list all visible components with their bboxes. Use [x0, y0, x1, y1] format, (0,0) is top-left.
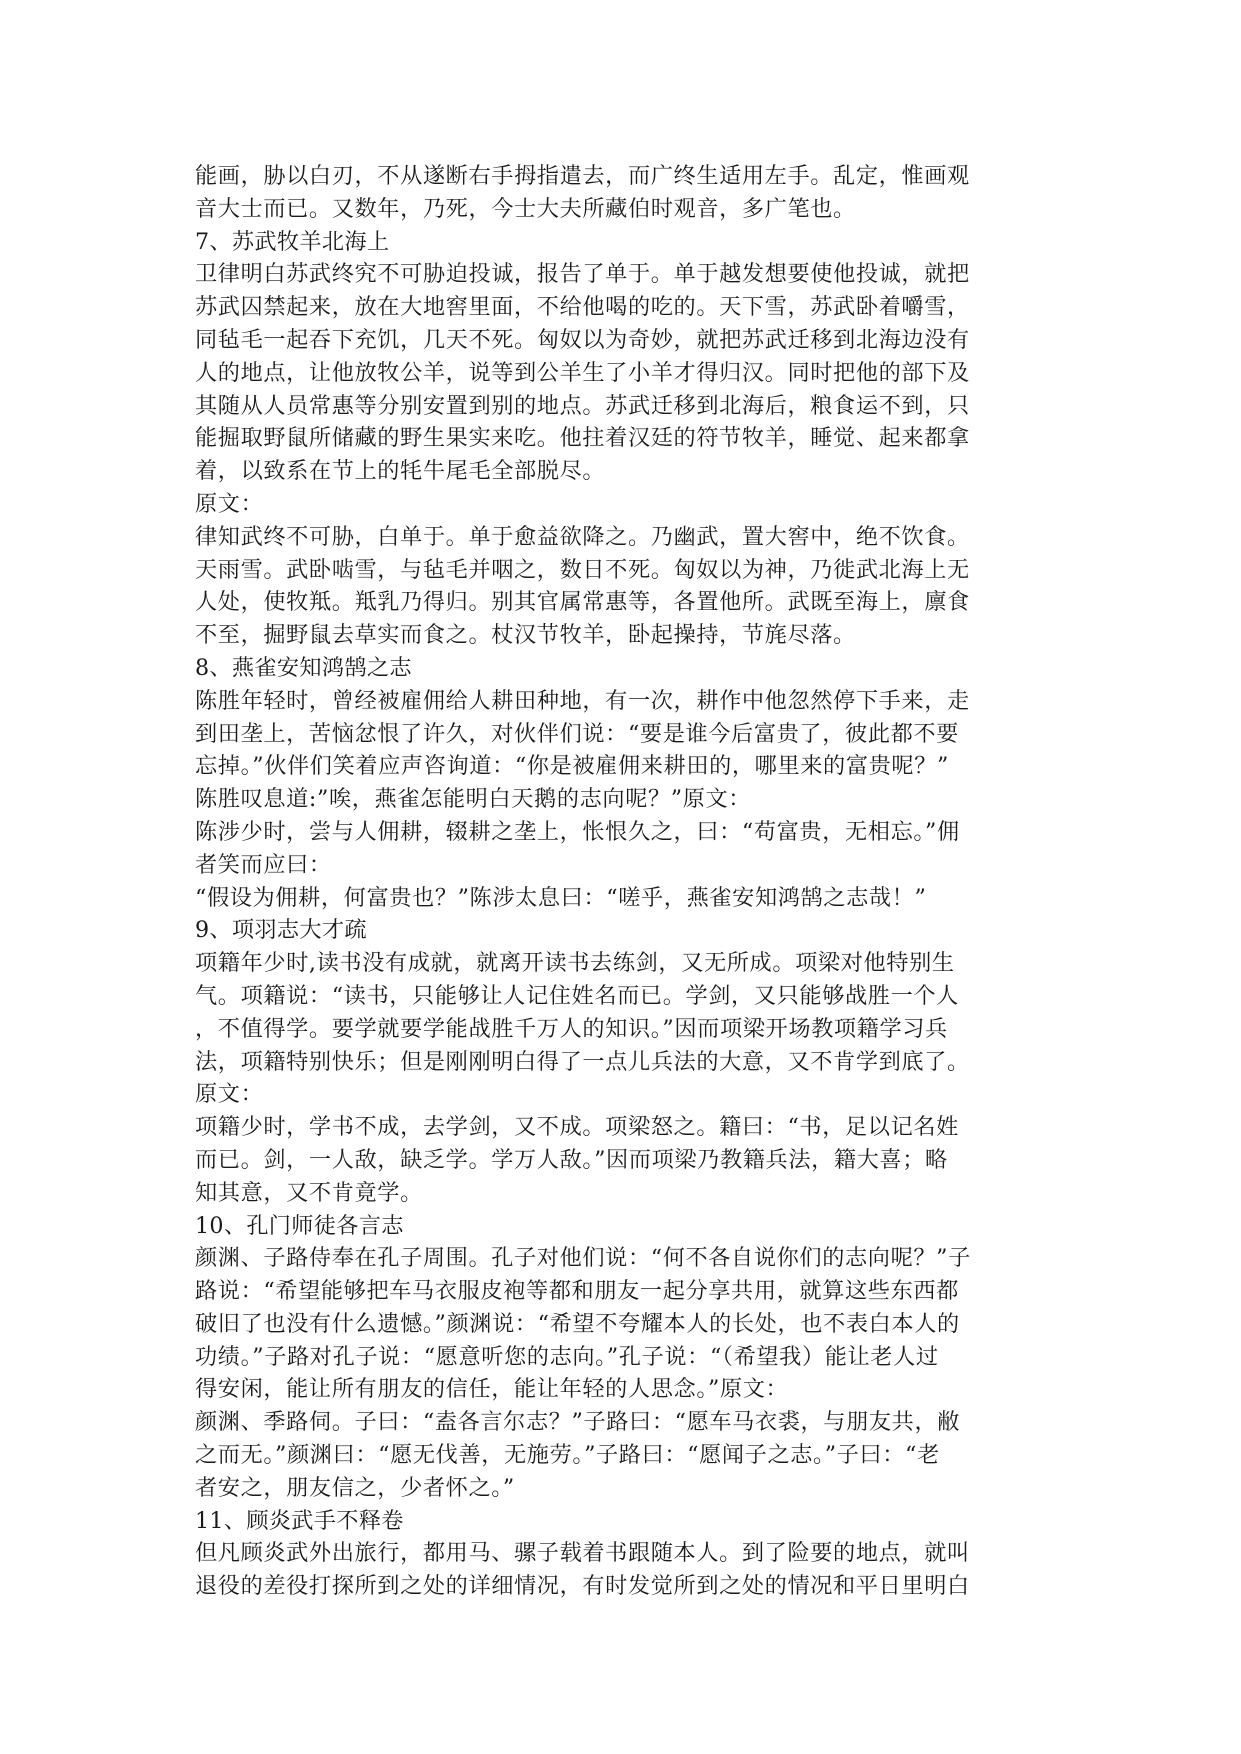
- section-heading-7: 7、苏武牧羊北海上: [195, 228, 390, 255]
- document-body: [195, 160, 1051, 1603]
- text-line: 其随从人员常惠等分别安置到别的地点。苏武迁移到北海后，粮食运不到，只: [195, 392, 970, 419]
- text-line: 能掘取野鼠所储藏的野生果实来吃。他拄着汉廷的符节牧羊，睡觉、起来都拿: [195, 425, 970, 452]
- text-line: 知其意，又不肯竟学。: [195, 1179, 423, 1206]
- text-line: 忘掉。”伙伴们笑着应声咨询道：“你是被雇佣来耕田的，哪里来的富贵呢？”: [195, 753, 949, 780]
- text-line: 人处，使牧羝。羝乳乃得归。别其官属常惠等，各置他所。武既至海上，廪食: [195, 589, 970, 616]
- text-line: 项籍年少时,读书没有成就，就离开读书去练剑，又无所成。项梁对他特别生: [195, 950, 955, 977]
- text-line: 音大士而已。又数年，乃死，今士大夫所藏伯时观音，多广笔也。: [195, 195, 856, 222]
- text-line: 而已。剑，一人敌，缺乏学。学万人敌。”因而项梁乃教籍兵法，籍大喜；略: [195, 1146, 948, 1173]
- text-line: 律知武终不可胁，白单于。单于愈益欲降之。乃幽武，置大窖中，绝不饮食。: [195, 523, 970, 550]
- text-line: 陈涉少时，尝与人佣耕，辍耕之垄上，怅恨久之，曰：“苟富贵，无相忘。”佣: [195, 818, 960, 845]
- text-line: 陈胜年轻时，曾经被雇佣给人耕田种地，有一次，耕作中他忽然停下手来，走: [195, 687, 970, 714]
- text-line: 破旧了也没有什么遗憾。”颜渊说：“希望不夸耀本人的长处，也不表白本人的: [195, 1310, 960, 1337]
- text-line: 天雨雪。武卧啮雪，与毡毛并咽之，数日不死。匈奴以为神，乃徙武北海上无: [195, 556, 970, 583]
- text-line: 法，项籍特别快乐；但是刚刚明白得了一点儿兵法的大意，又不肯学到底了。: [195, 1048, 970, 1075]
- text-line: 之而无。”颜渊曰：“愿无伐善，无施劳。”子路曰：“愿闻子之志。”子曰：“老: [195, 1442, 940, 1469]
- text-line: 但凡顾炎武外出旅行，都用马、骡子载着书跟随本人。到了险要的地点，就叫: [195, 1540, 970, 1567]
- text-line: 颜渊、子路侍奉在孔子周围。孔子对他们说：“何不各自说你们的志向呢？”子: [195, 1245, 971, 1272]
- original-text-label: 原文：: [195, 1081, 264, 1108]
- text-line: “假设为佣耕，何富贵也？”陈涉太息曰：“嗟乎，燕雀安知鸿鹄之志哉！”: [195, 884, 927, 911]
- original-text-label: 原文：: [195, 490, 264, 517]
- text-line: 退役的差役打探所到之处的详细情况，有时发觉所到之处的情况和平日里明白: [195, 1573, 970, 1600]
- section-heading-8: 8、燕雀安知鸿鹄之志: [195, 654, 412, 681]
- text-line: 得安闲，能让所有朋友的信任，能让年轻的人思念。”原文：: [195, 1376, 789, 1403]
- section-heading-11: 11、顾炎武手不释卷: [195, 1507, 404, 1534]
- text-line: 人的地点，让他放牧公羊，说等到公羊生了小羊才得归汉。同时把他的部下及: [195, 359, 970, 386]
- text-line: 项籍少时，学书不成，去学剑，又不成。项梁怒之。籍曰：“书，足以记名姓: [195, 1114, 959, 1141]
- text-line: 者安之，朋友信之，少者怀之。”: [195, 1474, 515, 1501]
- text-line: 功绩。”子路对孔子说：“愿意听您的志向。”孔子说：“（希望我）能让老人过: [195, 1343, 939, 1370]
- text-line: 能画，胁以白刃，不从遂断右手拇指遣去，而广终生适用左手。乱定，惟画观: [195, 163, 970, 189]
- text-line: 气。项籍说：“读书，只能够让人记住姓名而已。学剑，又只能够战胜一个人: [195, 982, 959, 1009]
- section-heading-9: 9、项羽志大才疏: [195, 917, 367, 944]
- text-line: 同毡毛一起吞下充饥，几天不死。匈奴以为奇妙，就把苏武迁移到北海边没有: [195, 326, 970, 353]
- section-heading-10: 10、孔门师徒各言志: [195, 1212, 404, 1239]
- text-line: ，不值得学。要学就要学能战胜千万人的知识。”因而项梁开场教项籍学习兵: [195, 1015, 948, 1042]
- text-line: 着，以致系在节上的牦牛尾毛全部脱尽。: [195, 458, 606, 485]
- text-line: 者笑而应曰：: [195, 851, 332, 878]
- text-line: 不至，掘野鼠去草实而食之。杖汉节牧羊，卧起操持，节旄尽落。: [195, 622, 856, 649]
- text-line: 陈胜叹息道:”唉，燕雀怎能明白天鹅的志向呢？”原文：: [195, 786, 752, 813]
- text-line: 路说：“希望能够把车马衣服皮袍等都和朋友一起分享共用，就算这些东西都: [195, 1278, 959, 1305]
- text-line: 颜渊、季路伺。子曰：“盍各言尔志？”子路曰：“愿车马衣裘，与朋友共，敝: [195, 1409, 961, 1436]
- text-line: 苏武囚禁起来，放在大地窖里面，不给他喝的吃的。天下雪，苏武卧着嚼雪，: [195, 294, 970, 321]
- text-line: 卫律明白苏武终究不可胁迫投诚，报告了单于。单于越发想要使他投诚，就把: [195, 261, 970, 288]
- text-line: 到田垄上，苦恼忿恨了许久，对伙伴们说：“要是谁今后富贵了，彼此都不要: [195, 720, 959, 747]
